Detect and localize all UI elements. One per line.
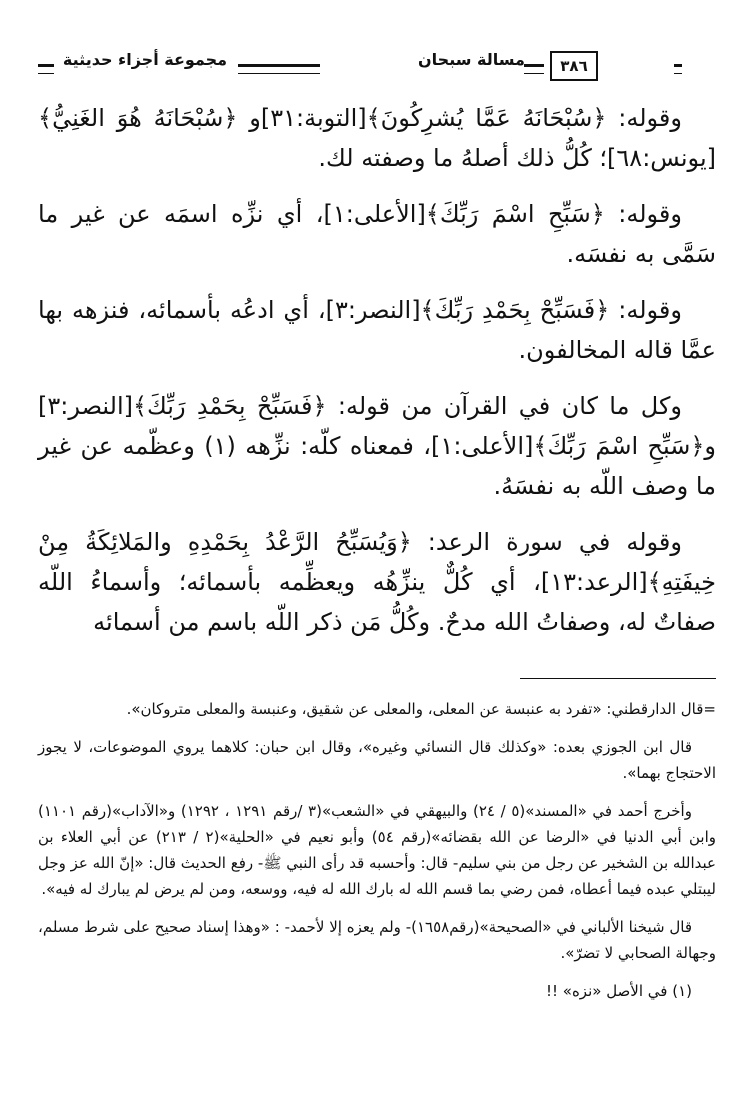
- header-rule: [238, 64, 320, 74]
- footnote-paragraph: قال ابن الجوزي بعده: «وكذلك قال النسائي وغيره»، وقال ابن حبان: كلاهما يروي الموضوعات، لا يجوز الاحتجاج بهما».: [38, 738, 716, 782]
- main-text: [38, 98, 716, 658]
- footnotes-section: [38, 696, 716, 1004]
- footnote-paragraph: وأخرج أحمد في «المسند»(٥ / ٢٤) والبيهقي في «الشعب»(٣ /رقم ١٢٩١ ، ١٢٩٢) و«الآداب»(رقم ١١٠١) وابن أبي الدنيا في «الرضا عن الله بقضائه»(رقم ٥٤) وأبو نعيم في «الحلية»(٢ / ٢١٣) عن أبي العلاء بن عبدالله بن الشخير عن رجل من بني سليم- قال: وأحسبه قد رأى النبي ﷺ- رفع الحديث قال: «إنّ الله عز وجل ليبتلي عبده فيما أعطاه، فمن رضي بما قسم الله له بارك الله له فيه، ووسعه، ومن لم يرض لم يبارك له فيه».: [38, 802, 716, 898]
- header-rule: [674, 64, 682, 74]
- header-rule: [524, 64, 544, 74]
- header-rule: [38, 64, 54, 74]
- page-number: ٣٨٦: [550, 51, 598, 81]
- footnote-paragraph: (١) في الأصل «نزه» !!: [545, 982, 692, 1000]
- body-paragraph: وقوله: ﴿سُبْحَانَهُ عَمَّا يُشرِكُونَ﴾[التوبة:٣١]و ﴿سُبْحَانَهُ هُوَ الغَنِيُّ﴾[يونس:٦٨]؛ كُلُّ ذلك أصلهُ ما وصفته لك.: [38, 104, 716, 172]
- running-header: [38, 40, 716, 92]
- body-paragraph: وقوله في سورة الرعد: ﴿وَيُسَبِّحُ الرَّعْدُ بِحَمْدِهِ والمَلائِكَةُ مِنْ خِيفَتِهِ﴾[الرعد:١٣]، أي كُلٌّ ينزِّهُه ويعظِّمه بأسمائه؛ وأسماءُ اللّه صفاتٌ له، وصفاتُ الله مدحٌ. وكُلُّ مَن ذكر اللّه باسم من أسمائه: [38, 528, 716, 636]
- footnote-paragraph: =قال الدارقطني: «تفرد به عنبسة عن المعلى، والمعلى عن شقيق، وعنبسة والمعلى متروكان».: [126, 700, 716, 718]
- chapter-title: مسالة سبحان: [418, 50, 525, 69]
- footnote-divider: [520, 678, 716, 679]
- body-paragraph: وقوله: ﴿فَسَبِّحْ بِحَمْدِ رَبِّكَ﴾[النصر:٣]، أي ادعُه بأسمائه، فنزهه بها عمَّا قاله المخالفون.: [38, 296, 716, 364]
- body-paragraph: وقوله: ﴿سَبِّحِ اسْمَ رَبِّكَ﴾[الأعلى:١]، أي نزِّه اسمَه عن غير ما سَمَّى به نفسَه.: [38, 200, 716, 268]
- footnote-paragraph: قال شيخنا الألباني في «الصحيحة»(رقم١٦٥٨)- ولم يعزه إلا لأحمد- : «وهذا إسناد صحيح على شرط مسلم، وجهالة الصحابي لا تضرّ».: [38, 918, 716, 962]
- book-page: [38, 40, 716, 1080]
- body-paragraph: وكل ما كان في القرآن من قوله: ﴿فَسَبِّحْ بِحَمْدِ رَبِّكَ﴾[النصر:٣] و﴿سَبِّحِ اسْمَ رَبِّكَ﴾[الأعلى:١]، فمعناه كلّه: نزِّهه (١) وعظّمه عن غير ما وصف اللّه به نفسَهُ.: [38, 392, 717, 500]
- book-title: مجموعة أجزاء حديثية: [62, 50, 228, 69]
